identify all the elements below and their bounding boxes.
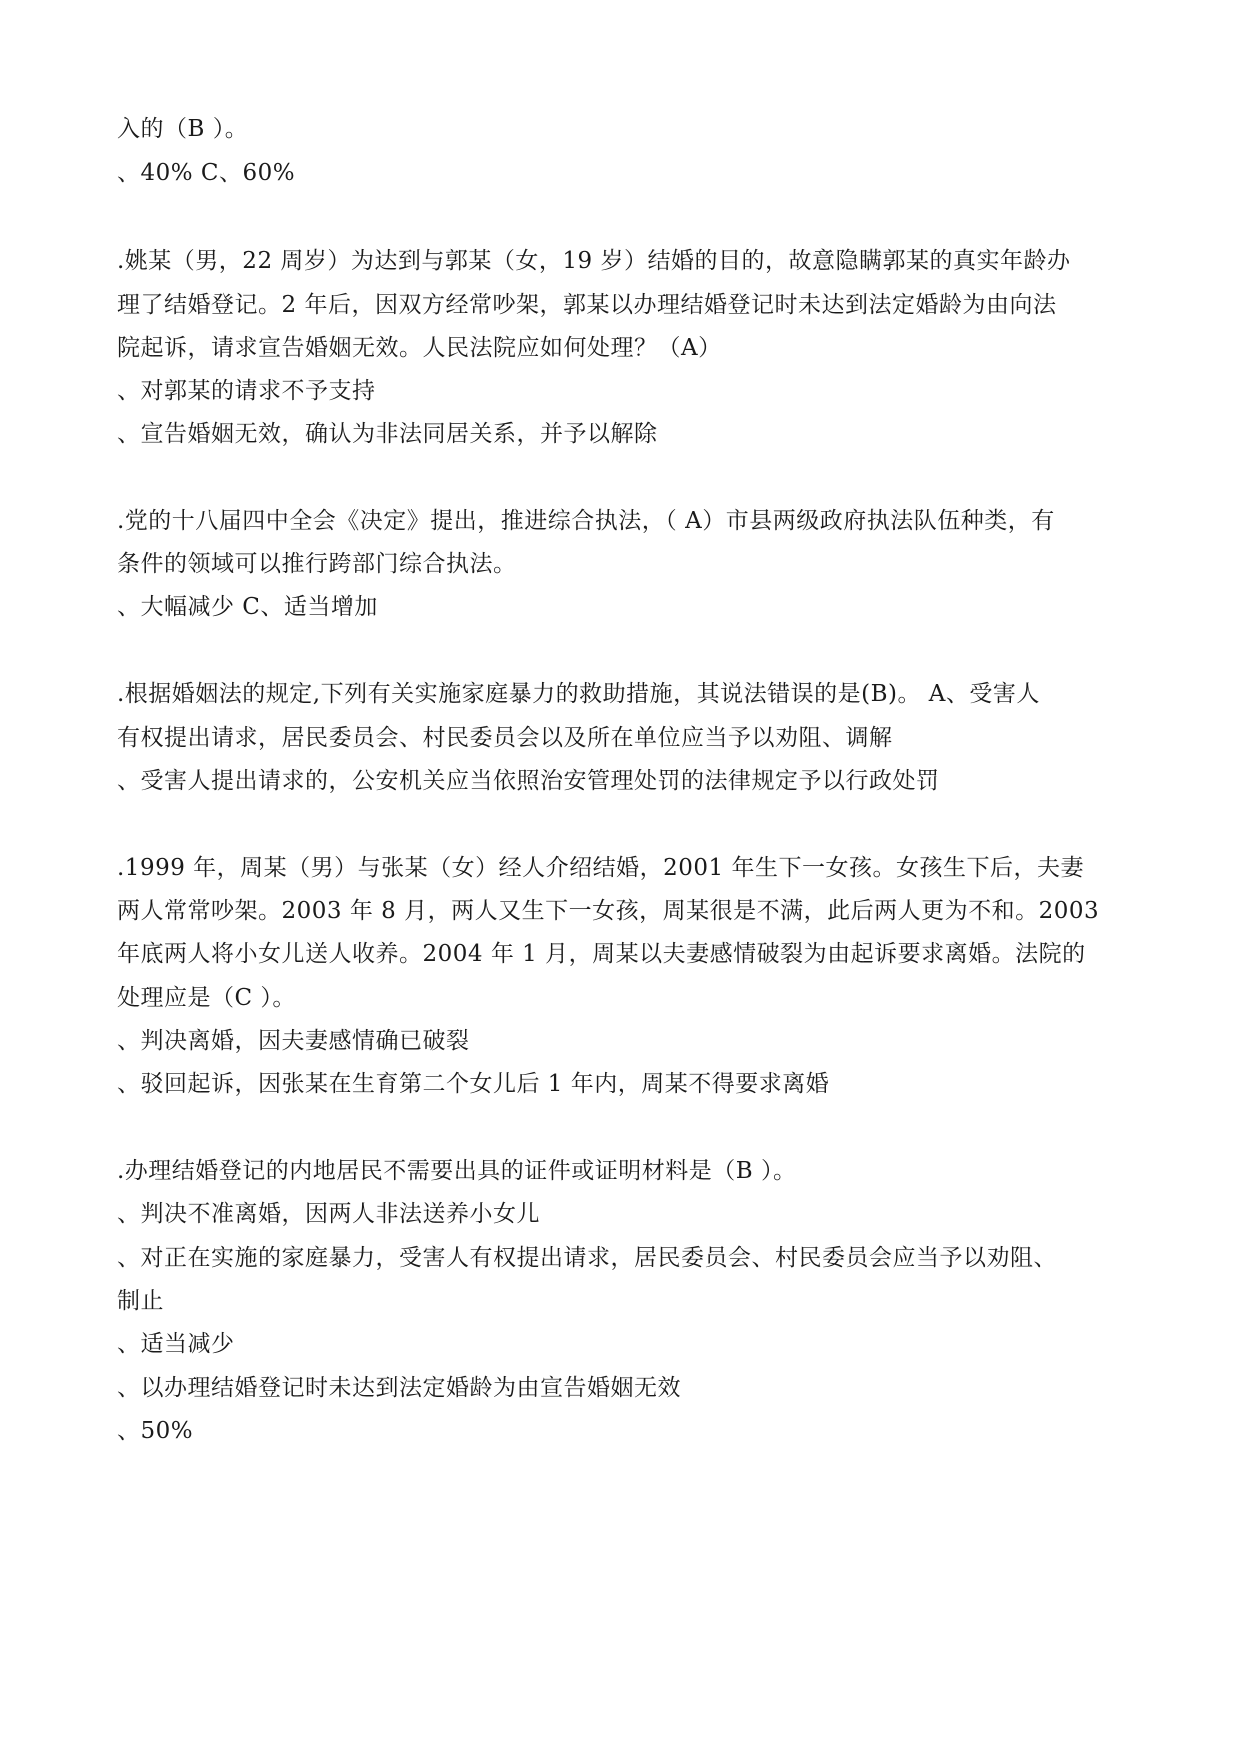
text-line: 理了结婚登记。2 年后，因双方经常吵架，郭某以办理结婚登记时未达到法定婚龄为由向法 [117,292,1057,318]
option-line: 、驳回起诉，因张某在生育第二个女儿后 1 年内，周某不得要求离婚 [117,1071,830,1097]
option-line: 、对正在实施的家庭暴力，受害人有权提出请求，居民委员会、村民委员会应当予以劝阻、 [117,1245,1057,1271]
text-line: 有权提出请求，居民委员会、村民委员会以及所在单位应当予以劝阻、调解 [117,725,893,751]
text-line: 、40% C、60% [117,160,296,186]
text-line: 入的（B ）。 [117,116,249,142]
option-line: 、宣告婚姻无效，确认为非法同居关系，并予以解除 [117,421,658,447]
text-line: 院起诉，请求宣告婚姻无效。人民法院应如何处理？（A） [117,335,722,361]
question-line: .1999 年，周某（男）与张某（女）经人介绍结婚，2001 年生下一女孩。女孩生下后，夫妻 [117,855,1084,881]
text-line: 两人常常吵架。2003 年 8 月，两人又生下一女孩，周某很是不满，此后两人更为不和。2003 [117,898,1100,924]
question-line: .党的十八届四中全会《决定》提出，推进综合执法，（ A）市县两级政府执法队伍种类，有 [117,508,1055,534]
question-line: .办理结婚登记的内地居民不需要出具的证件或证明材料是（B ）。 [117,1158,797,1184]
option-line: 、对郭某的请求不予支持 [117,378,376,404]
option-line: 、以办理结婚登记时未达到法定婚龄为由宣告婚姻无效 [117,1375,681,1401]
text-line: 条件的领域可以推行跨部门综合执法。 [117,551,517,577]
option-line: 、大幅减少 C、适当增加 [117,594,378,620]
text-line: 处理应是（C ）。 [117,985,296,1011]
option-line: 、50% [117,1418,194,1444]
option-line: 、受害人提出请求的，公安机关应当依照治安管理处罚的法律规定予以行政处罚 [117,768,940,794]
option-line: 、判决不准离婚，因两人非法送养小女儿 [117,1201,540,1227]
question-line: .根据婚姻法的规定,下列有关实施家庭暴力的救助措施，其说法错误的是(B)。 A、受害人 [117,681,1040,707]
text-line: 制止 [117,1288,164,1314]
question-line: .姚某（男，22 周岁）为达到与郭某（女，19 岁）结婚的目的，故意隐瞒郭某的真实年龄办 [117,248,1071,274]
option-line: 、适当减少 [117,1331,235,1357]
text-line: 年底两人将小女儿送人收养。2004 年 1 月，周某以夫妻感情破裂为由起诉要求离婚。法院的 [117,941,1086,967]
option-line: 、判决离婚，因夫妻感情确已破裂 [117,1028,470,1054]
